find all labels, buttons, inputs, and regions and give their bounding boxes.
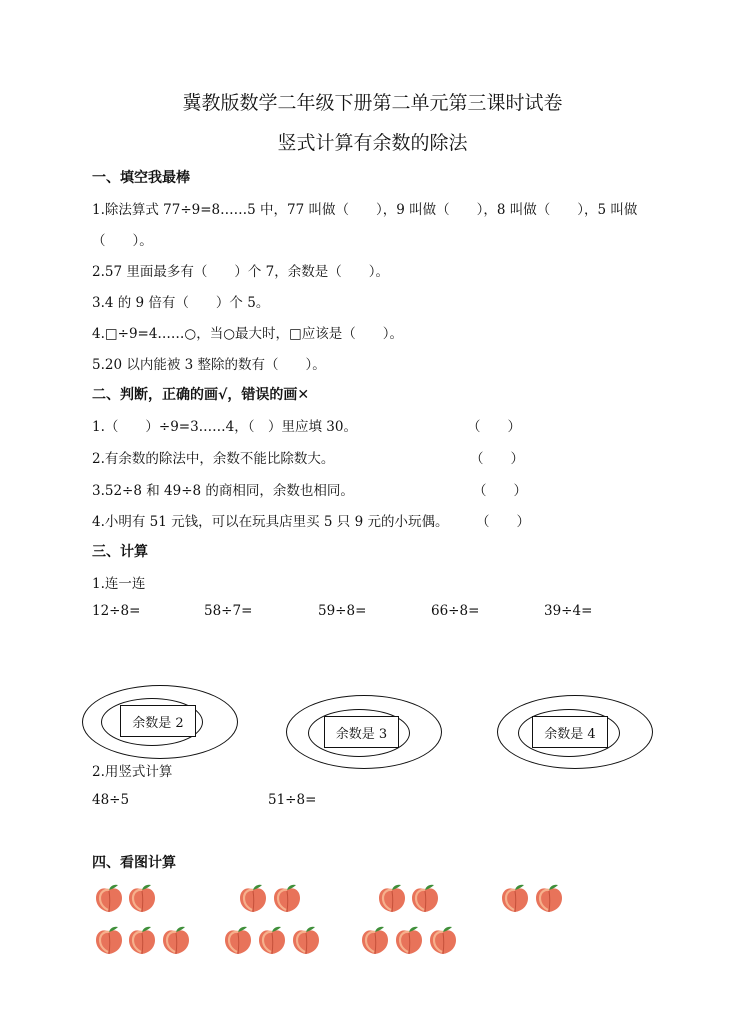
peach-icon (376, 882, 408, 914)
question-2: 2.57 里面最多有（ ）个 7，余数是（ ）。 (92, 264, 389, 280)
vertical-calc-1: 48÷5 (92, 792, 130, 808)
peach-icon (271, 882, 303, 914)
expression-3[interactable]: 59÷8= (318, 603, 367, 619)
peach-icon (126, 882, 158, 914)
question-3: 3.4 的 9 倍有（ ）个 5。 (92, 295, 270, 311)
peach-icon (499, 882, 531, 914)
judge-answer-1[interactable]: （ ） (467, 419, 521, 435)
peach-icon (93, 924, 125, 956)
peach-icon (160, 924, 192, 956)
judge-answer-2[interactable]: （ ） (470, 451, 524, 467)
question-4: 4.□÷9=4……○，当○最大时，□应该是（ ）。 (92, 326, 404, 342)
section2-heading: 二、判断，正确的画√，错误的画✕ (92, 387, 310, 403)
peach-icon (256, 924, 288, 956)
peach-icon (237, 882, 269, 914)
judge-answer-4[interactable]: （ ） (476, 514, 530, 530)
expression-1[interactable]: 12÷8= (92, 603, 141, 619)
page-subtitle: 竖式计算有余数的除法 (277, 132, 468, 154)
judge-item-1: 1.（ ）÷9=3……4，（ ）里应填 30。 (92, 419, 357, 435)
judge-item-3: 3.52÷8 和 49÷8 的商相同，余数也相同。 (92, 483, 354, 499)
section4-heading: 四、看图计算 (92, 855, 176, 871)
judge-answer-3[interactable]: （ ） (473, 483, 527, 499)
remainder-box: 余数是 4 (532, 716, 608, 748)
connect-subtitle: 1.连一连 (92, 576, 146, 592)
section1-heading: 一、填空我最棒 (92, 170, 190, 186)
peach-icon (427, 924, 459, 956)
peach-icon (393, 924, 425, 956)
peach-icon (359, 924, 391, 956)
peach-icon (126, 924, 158, 956)
section3-heading: 三、计算 (92, 544, 148, 560)
remainder-box: 余数是 3 (324, 716, 399, 748)
question-5: 5.20 以内能被 3 整除的数有（ ）。 (92, 357, 326, 373)
peach-icon (290, 924, 322, 956)
peach-icon (409, 882, 441, 914)
judge-item-4: 4.小明有 51 元钱，可以在玩具店里买 5 只 9 元的小玩偶。 (92, 514, 449, 530)
question-1-line1: 1.除法算式 77÷9=8……5 中，77 叫做（ ），9 叫做（ ），8 叫做（ ），5 叫做 (92, 202, 638, 218)
peach-icon (93, 882, 125, 914)
peach-icon (222, 924, 254, 956)
vertical-calc-2: 51÷8= (268, 792, 317, 808)
remainder-box: 余数是 2 (120, 705, 196, 737)
vertical-calc-subtitle: 2.用竖式计算 (92, 764, 173, 780)
peach-icon (533, 882, 565, 914)
question-1-line2: （ ）。 (92, 233, 153, 249)
expression-2[interactable]: 58÷7= (204, 603, 253, 619)
expression-5[interactable]: 39÷4= (544, 603, 593, 619)
page-title: 冀教版数学二年级下册第二单元第三课时试卷 (182, 92, 563, 114)
judge-item-2: 2.有余数的除法中，余数不能比除数大。 (92, 451, 335, 467)
expression-4[interactable]: 66÷8= (431, 603, 480, 619)
